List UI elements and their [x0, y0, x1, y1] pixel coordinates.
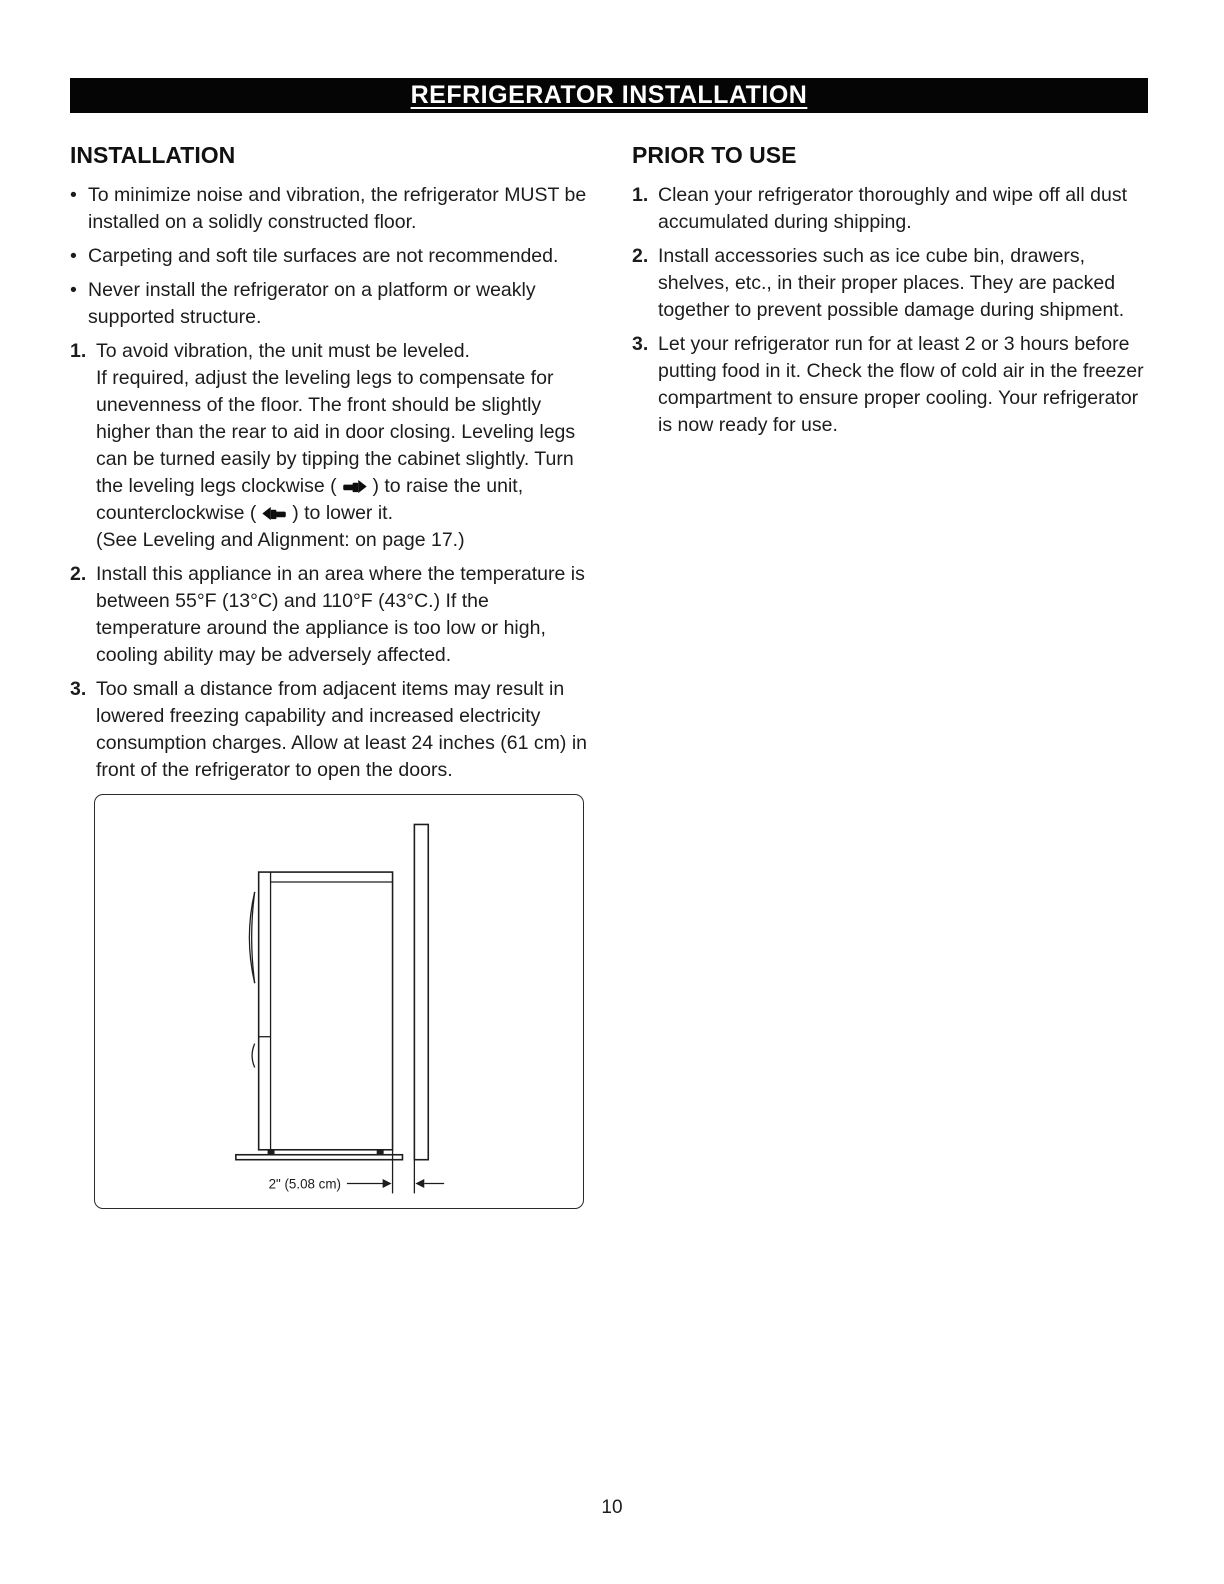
- item-text: [96, 338, 594, 554]
- installation-heading: INSTALLATION: [70, 142, 236, 168]
- dimension-arrowhead-right: [415, 1179, 424, 1188]
- front-leveling-leg: [268, 1149, 275, 1154]
- item-number: 1.: [632, 184, 649, 206]
- bullet-text: Never install the refrigerator on a platform or weakly supported structure.: [88, 279, 536, 328]
- prior-to-use-item-3: [632, 331, 1152, 439]
- section-title: REFRIGERATOR INSTALLATION: [410, 81, 808, 109]
- refrigerator-cabinet: [259, 872, 393, 1150]
- section-header-bar: [70, 78, 1148, 113]
- dimension-arrowhead-left: [383, 1179, 392, 1188]
- installation-bullet-3: [70, 277, 594, 331]
- prior-to-use-item-2: [632, 243, 1152, 324]
- item1-lead-line: To avoid vibration, the unit must be leveled.: [96, 340, 470, 362]
- item-number: 2.: [632, 245, 649, 267]
- prior-to-use-heading: PRIOR TO USE: [632, 142, 797, 168]
- item1-seg2: ) to raise the unit, counterclockwise (: [96, 475, 524, 524]
- floor-base: [236, 1154, 403, 1159]
- installation-bullet-2: [70, 243, 594, 270]
- prior-to-use-item-1: [632, 182, 1152, 236]
- prior-to-use-section: [632, 142, 1152, 446]
- item-number: 3.: [70, 678, 87, 700]
- leveling-leg-clockwise-icon: [342, 479, 367, 494]
- item-number: 2.: [70, 563, 87, 585]
- wall: [414, 824, 428, 1159]
- bullet-marker: •: [70, 245, 77, 267]
- item-text: Install accessories such as ice cube bin, drawers, shelves, etc., in their proper places. They are packed together to prevent possible damage during shipment.: [658, 245, 1125, 321]
- bullet-marker: •: [70, 279, 77, 301]
- item1-seg1: If required, adjust the leveling legs to compensate for unevenness of the floor. The front should be slightly higher than the rear to aid in door closing. Leveling legs can be turned easily by tipping the cabinet slightly. Turn the leveling legs clockwise (: [96, 367, 576, 497]
- page-number: 10: [601, 1497, 623, 1518]
- item-text: Clean your refrigerator thoroughly and wipe off all dust accumulated during shipping.: [658, 184, 1127, 233]
- clearance-figure: [94, 794, 584, 1209]
- bullet-text: Carpeting and soft tile surfaces are not recommended.: [88, 245, 559, 267]
- refrigerator-side-view-diagram: [97, 798, 581, 1206]
- installation-bullet-1: [70, 182, 594, 236]
- item-text: Install this appliance in an area where the temperature is between 55°F (13°C) and 110°F (43°C.) If the temperature around the appliance is too low or high, cooling ability may be adversely affected.: [96, 563, 585, 666]
- dimension-label: 2" (5.08 cm): [268, 1175, 341, 1191]
- lower-door-handle: [252, 1043, 255, 1067]
- leveling-leg-counterclockwise-icon: [262, 506, 287, 521]
- bullet-text: To minimize noise and vibration, the refrigerator MUST be installed on a solidly constructed floor.: [88, 184, 587, 233]
- item-number: 1.: [70, 340, 87, 362]
- item1-body: [96, 365, 594, 527]
- installation-item-2: [70, 561, 594, 669]
- item-text: Too small a distance from adjacent items may result in lowered freezing capability and increased electricity consumption charges. Allow at least 24 inches (61 cm) in front of the refrigerator to open the doors.: [96, 678, 587, 781]
- bullet-marker: •: [70, 184, 77, 206]
- item-text: Let your refrigerator run for at least 2 or 3 hours before putting food in it. Check the flow of cold air in the freezer compartment to ensure proper cooling. Your refrigerator is now ready for use.: [658, 333, 1144, 436]
- item1-seg3: ) to lower it.: [286, 502, 394, 524]
- installation-item-3: [70, 676, 594, 784]
- item-number: 3.: [632, 333, 649, 355]
- rear-leveling-leg: [377, 1149, 384, 1154]
- installation-item-1: [70, 338, 594, 554]
- item1-note: (See Leveling and Alignment: on page 17.): [96, 529, 465, 551]
- installation-section: [70, 142, 594, 1209]
